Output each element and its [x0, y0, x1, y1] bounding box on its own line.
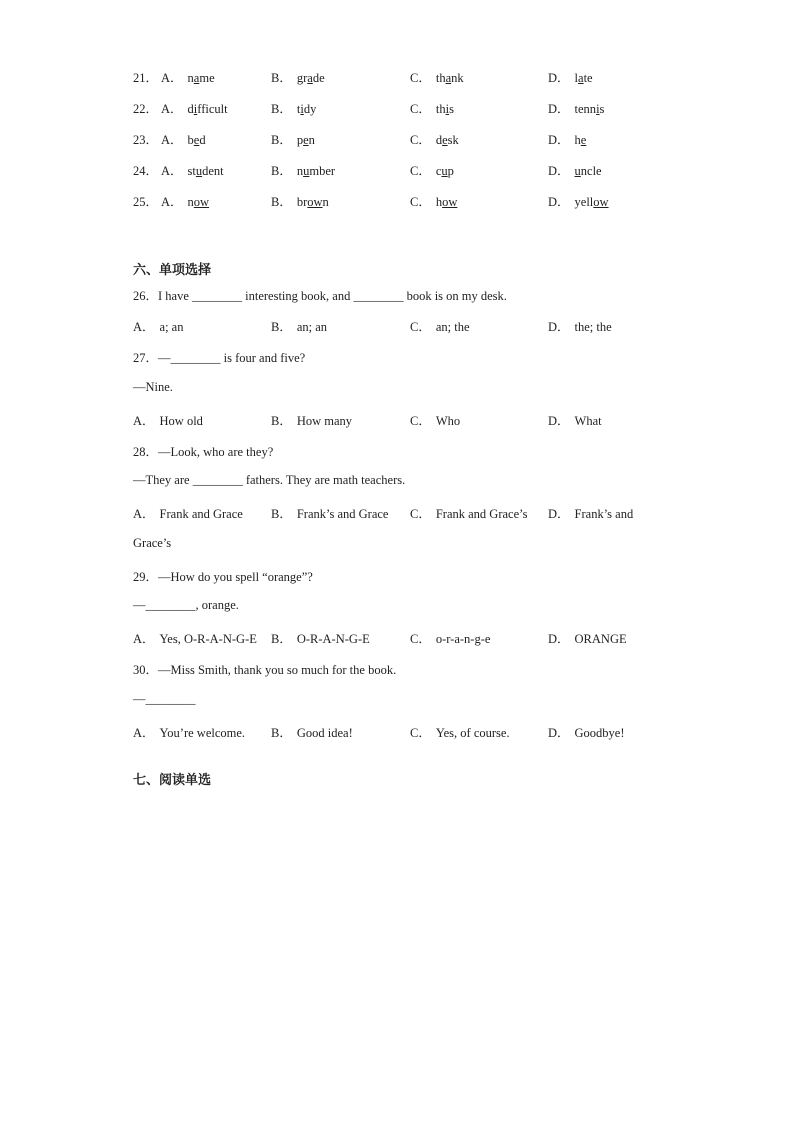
option-c[interactable]: C． desk: [410, 133, 459, 147]
question-number: 24．: [133, 164, 159, 178]
option-d[interactable]: D． he: [548, 133, 587, 147]
option-a[interactable]: A． You’re welcome.: [133, 726, 246, 740]
option-c[interactable]: C． this: [410, 102, 454, 116]
option-d[interactable]: D． Frank’s and: [548, 507, 634, 521]
option-d[interactable]: D． the; the: [548, 320, 612, 334]
question-29-stem: 29．—How do you spell “orange”?: [133, 570, 313, 584]
option-b[interactable]: B． pen: [271, 133, 315, 147]
option-b[interactable]: B． tidy: [271, 102, 317, 116]
option-a[interactable]: A． student: [161, 164, 224, 178]
option-a[interactable]: A． Frank and Grace: [133, 507, 243, 521]
question-29-answer: —________, orange.: [133, 598, 239, 612]
option-c[interactable]: C． Yes, of course.: [410, 726, 510, 740]
option-a[interactable]: A． difficult: [161, 102, 228, 116]
option-b[interactable]: B． brown: [271, 195, 329, 209]
question-28-stem: 28．—Look, who are they?: [133, 445, 274, 459]
option-c[interactable]: C． an; the: [410, 320, 470, 334]
question-number: 21．: [133, 71, 159, 85]
option-d-continued: Grace’s: [133, 536, 172, 550]
question-28-answer: —They are ________ fathers. They are math teachers.: [133, 473, 406, 487]
option-c[interactable]: C． how: [410, 195, 458, 209]
option-d[interactable]: D． late: [548, 71, 593, 85]
option-b[interactable]: B． an; an: [271, 320, 328, 334]
question-26-stem: 26．I have ________ interesting book, and ________ book is on my desk.: [133, 289, 507, 303]
question-30-stem: 30．—Miss Smith, thank you so much for the book.: [133, 663, 397, 677]
option-b[interactable]: B． Frank’s and Grace: [271, 507, 389, 521]
question-number: 23．: [133, 133, 159, 147]
option-b[interactable]: B． Good idea!: [271, 726, 353, 740]
option-d[interactable]: D． yellow: [548, 195, 609, 209]
option-a[interactable]: A． a; an: [133, 320, 184, 334]
option-b[interactable]: B． grade: [271, 71, 325, 85]
option-c[interactable]: C． cup: [410, 164, 454, 178]
question-27-answer: —Nine.: [133, 380, 173, 394]
section-7-title: 七、阅读单选: [133, 773, 212, 788]
option-c[interactable]: C． o-r-a-n-g-e: [410, 632, 491, 646]
option-d[interactable]: D． Goodbye!: [548, 726, 625, 740]
option-b[interactable]: B． O-R-A-N-G-E: [271, 632, 370, 646]
option-c[interactable]: C． Who: [410, 414, 461, 428]
option-b[interactable]: B． How many: [271, 414, 353, 428]
question-27-stem: 27．—________ is four and five?: [133, 351, 306, 365]
option-c[interactable]: C． Frank and Grace’s: [410, 507, 528, 521]
option-a[interactable]: A． now: [161, 195, 210, 209]
option-d[interactable]: D． tennis: [548, 102, 605, 116]
option-d[interactable]: D． ORANGE: [548, 632, 627, 646]
option-a[interactable]: A． Yes, O-R-A-N-G-E: [133, 632, 257, 646]
option-a[interactable]: A． How old: [133, 414, 203, 428]
question-number: 22．: [133, 102, 159, 116]
question-30-answer: —________: [133, 692, 196, 706]
option-a[interactable]: A． name: [161, 71, 215, 85]
section-6-title: 六、单项选择: [133, 263, 212, 278]
option-a[interactable]: A． bed: [161, 133, 206, 147]
option-c[interactable]: C． thank: [410, 71, 464, 85]
option-b[interactable]: B． number: [271, 164, 336, 178]
option-d[interactable]: D． What: [548, 414, 602, 428]
question-number: 25．: [133, 195, 159, 209]
option-d[interactable]: D． uncle: [548, 164, 602, 178]
